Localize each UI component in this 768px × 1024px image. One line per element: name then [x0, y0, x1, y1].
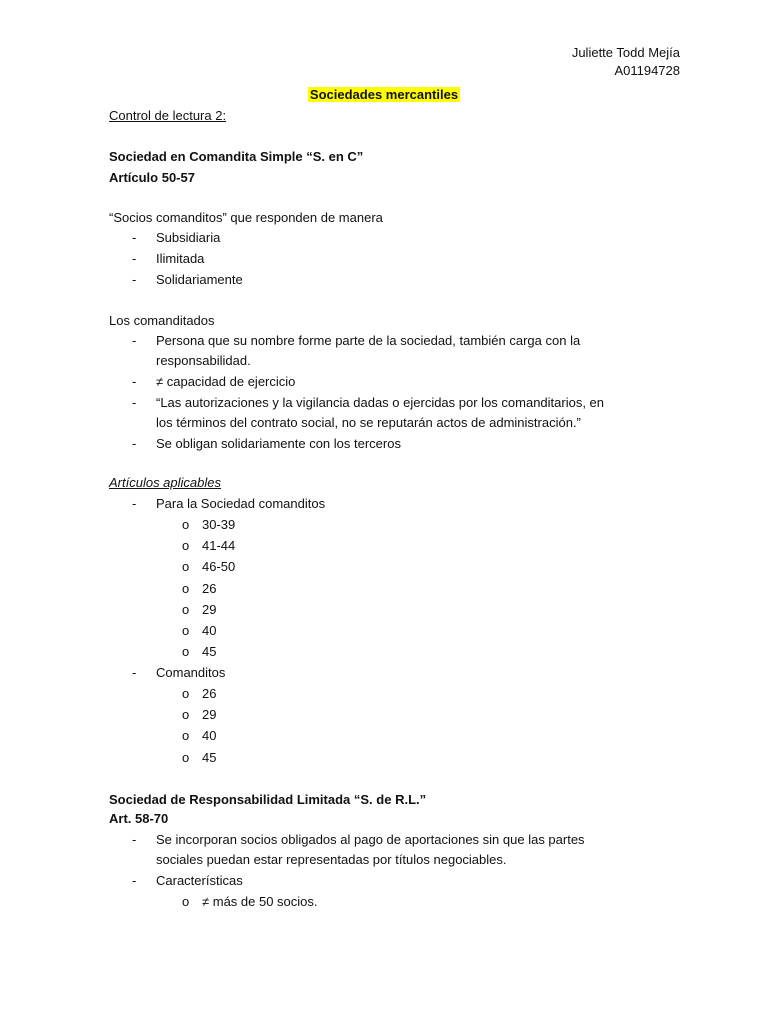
dash-marker: - — [132, 374, 137, 389]
sublist-item-text: 40 — [202, 623, 217, 638]
bullet-marker: o — [182, 623, 190, 638]
bullet-marker: o — [182, 538, 190, 554]
bullet-marker: o — [182, 601, 190, 617]
section2-heading: Sociedad de Responsabilidad Limitada “S. de R.L.” — [109, 792, 427, 807]
bullet-marker: o — [182, 707, 190, 723]
list-item-text: Se obligan solidariamente con los terceros — [156, 436, 401, 451]
subtitle: Control de lectura 2: — [109, 108, 227, 123]
list-item-continuation: responsabilidad. — [156, 353, 251, 368]
bullet-marker: o — [182, 517, 190, 532]
section1-articles: Artículo 50-57 — [109, 170, 195, 185]
list-item-text: Subsidiaria — [156, 230, 221, 245]
list-item-text: ≠ capacidad de ejercicio — [156, 374, 296, 389]
dash-marker: - — [132, 395, 137, 410]
section1-intro: “Socios comanditos” que responden de manera — [109, 210, 383, 225]
dash-marker: - — [132, 665, 137, 680]
section2-item-line1: Se incorporan socios obligados al pago de aportaciones sin que las partes — [156, 832, 585, 847]
bullet-marker: o — [182, 644, 190, 660]
bullet-marker: o — [182, 728, 190, 744]
dash-marker: - — [132, 832, 137, 847]
title-highlight: Sociedades mercantiles — [309, 87, 459, 102]
caracteristicas-subitem-text: ≠ más de 50 socios. — [202, 894, 318, 909]
sublist-item-text: 29 — [202, 601, 217, 617]
bullet-marker: o — [182, 580, 190, 596]
para-label: Para la Sociedad comanditos — [156, 496, 326, 511]
caracteristicas-label: Características — [156, 873, 243, 888]
bullet-marker: o — [182, 749, 190, 765]
dash-marker: - — [132, 873, 137, 888]
list-item-text: Solidariamente — [156, 272, 243, 287]
list-item-continuation: los términos del contrato social, no se reputarán actos de administración.” — [156, 415, 581, 430]
sublist-item-text: 29 — [202, 707, 217, 723]
sublist-item-text: 45 — [202, 644, 217, 660]
sublist-item-text: 41-44 — [202, 538, 236, 554]
dash-marker: - — [132, 496, 137, 511]
author-name: Juliette Todd Mejía — [571, 45, 680, 60]
sublist-item-text: 30-39 — [202, 517, 236, 532]
sublist-item-text: 46-50 — [202, 559, 236, 575]
aplicables-label: Artículos aplicables — [109, 475, 221, 490]
comanditos-label: Comanditos — [156, 665, 226, 680]
bullet-marker: o — [182, 686, 190, 701]
list-item-text: Ilimitada — [156, 251, 205, 266]
dash-marker: - — [132, 333, 137, 348]
list-item-text: “Las autorizaciones y la vigilancia dadas o ejercidas por los comanditarios, en — [156, 395, 605, 410]
sublist-item-text: 40 — [202, 728, 217, 744]
student-id: A01194728 — [614, 63, 680, 78]
sublist-item-text: 26 — [202, 580, 217, 596]
bullet-marker: o — [182, 559, 190, 575]
dash-marker: - — [132, 251, 137, 266]
comanditados-label: Los comanditados — [109, 313, 215, 328]
dash-marker: - — [132, 230, 137, 245]
bullet-marker: o — [182, 894, 190, 909]
document-title — [0, 86, 768, 104]
dash-marker: - — [132, 272, 137, 287]
list-item-text: Persona que su nombre forme parte de la sociedad, también carga con la — [156, 333, 581, 348]
sublist-item-text: 45 — [202, 749, 217, 765]
sublist-item-text: 26 — [202, 686, 217, 701]
dash-marker: - — [132, 436, 137, 451]
section2-articles: Art. 58-70 — [109, 811, 169, 826]
section2-item-line2: sociales puedan estar representadas por títulos negociables. — [156, 852, 507, 867]
section1-heading: Sociedad en Comandita Simple “S. en C” — [109, 149, 364, 164]
